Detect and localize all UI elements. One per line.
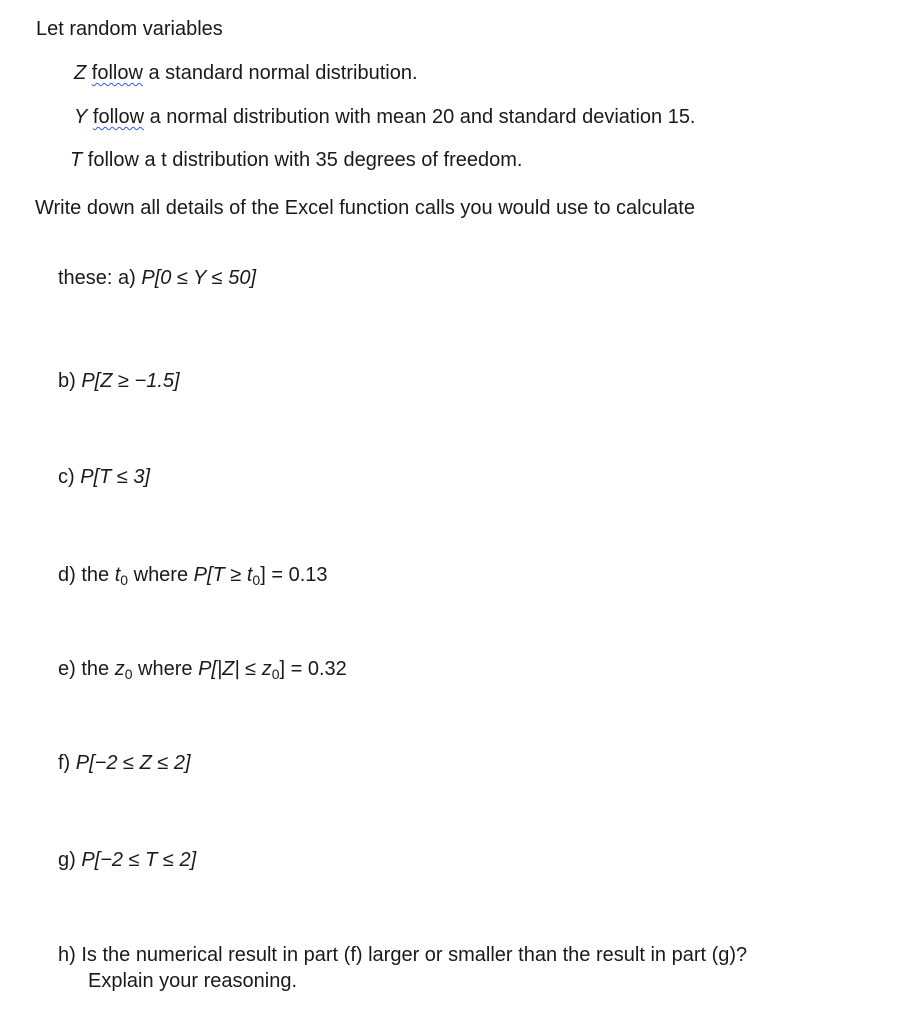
part-g-label: g) (58, 849, 82, 871)
part-h-followup: Explain your reasoning. (88, 970, 298, 992)
part-b-label: b) (58, 370, 82, 392)
part-g-expression: P[−2 ≤ T ≤ 2] (81, 849, 197, 871)
var-t-description: follow a t distribution with 35 degrees of freedom. (82, 149, 523, 171)
part-e-variable-subscript: 0 (124, 666, 133, 682)
part-d-variable: t (114, 564, 121, 586)
instruction-text: Write down all details of the Excel function calls you would use to calculate (35, 197, 695, 219)
var-z-line (74, 61, 418, 85)
var-y-line (74, 105, 696, 129)
var-z-verb: follow (91, 62, 143, 84)
part-f-expression: P[−2 ≤ Z ≤ 2] (75, 752, 191, 774)
part-a-label: these: a) (58, 267, 142, 289)
part-d-where: where (128, 564, 194, 586)
var-y-symbol: Y (74, 106, 88, 128)
part-b-expression: P[Z ≥ −1.5] (81, 370, 180, 392)
part-d-variable-subscript: 0 (120, 572, 129, 588)
part-e-expression: P[|Z| ≤ z (198, 658, 272, 680)
part-a (58, 266, 256, 290)
part-d-label: d) the (58, 564, 115, 586)
var-y-verb: follow (92, 106, 145, 128)
part-f (58, 751, 191, 775)
var-z-description: a standard normal distribution. (142, 62, 418, 84)
var-t-symbol: T (70, 149, 83, 171)
var-z-symbol: Z (74, 62, 87, 84)
part-e-expression-value: ] = 0.32 (279, 658, 347, 680)
part-g (58, 848, 196, 872)
part-f-label: f) (58, 752, 76, 774)
part-d-expression-subscript: 0 (252, 572, 261, 588)
part-d (58, 563, 328, 587)
var-t-line (70, 148, 522, 172)
part-e-where: where (132, 658, 199, 680)
part-h-question: h) Is the numerical result in part (f) larger or smaller than the result in part (g)? (58, 944, 748, 966)
var-y-description: a normal distribution with mean 20 and standard deviation 15. (144, 106, 696, 128)
part-d-expression: P[T ≥ t (193, 564, 253, 586)
part-e-expression-subscript: 0 (271, 666, 280, 682)
part-e-variable: z (114, 658, 125, 680)
part-d-expression-value: ] = 0.13 (260, 564, 328, 586)
part-b (58, 369, 180, 393)
part-c-label: c) (58, 466, 81, 488)
part-c (58, 465, 150, 489)
part-e-label: e) the (58, 658, 115, 680)
intro-text: Let random variables (36, 18, 223, 40)
part-a-expression: P[0 ≤ Y ≤ 50] (141, 267, 257, 289)
part-c-expression: P[T ≤ 3] (80, 466, 151, 488)
part-e (58, 657, 347, 681)
